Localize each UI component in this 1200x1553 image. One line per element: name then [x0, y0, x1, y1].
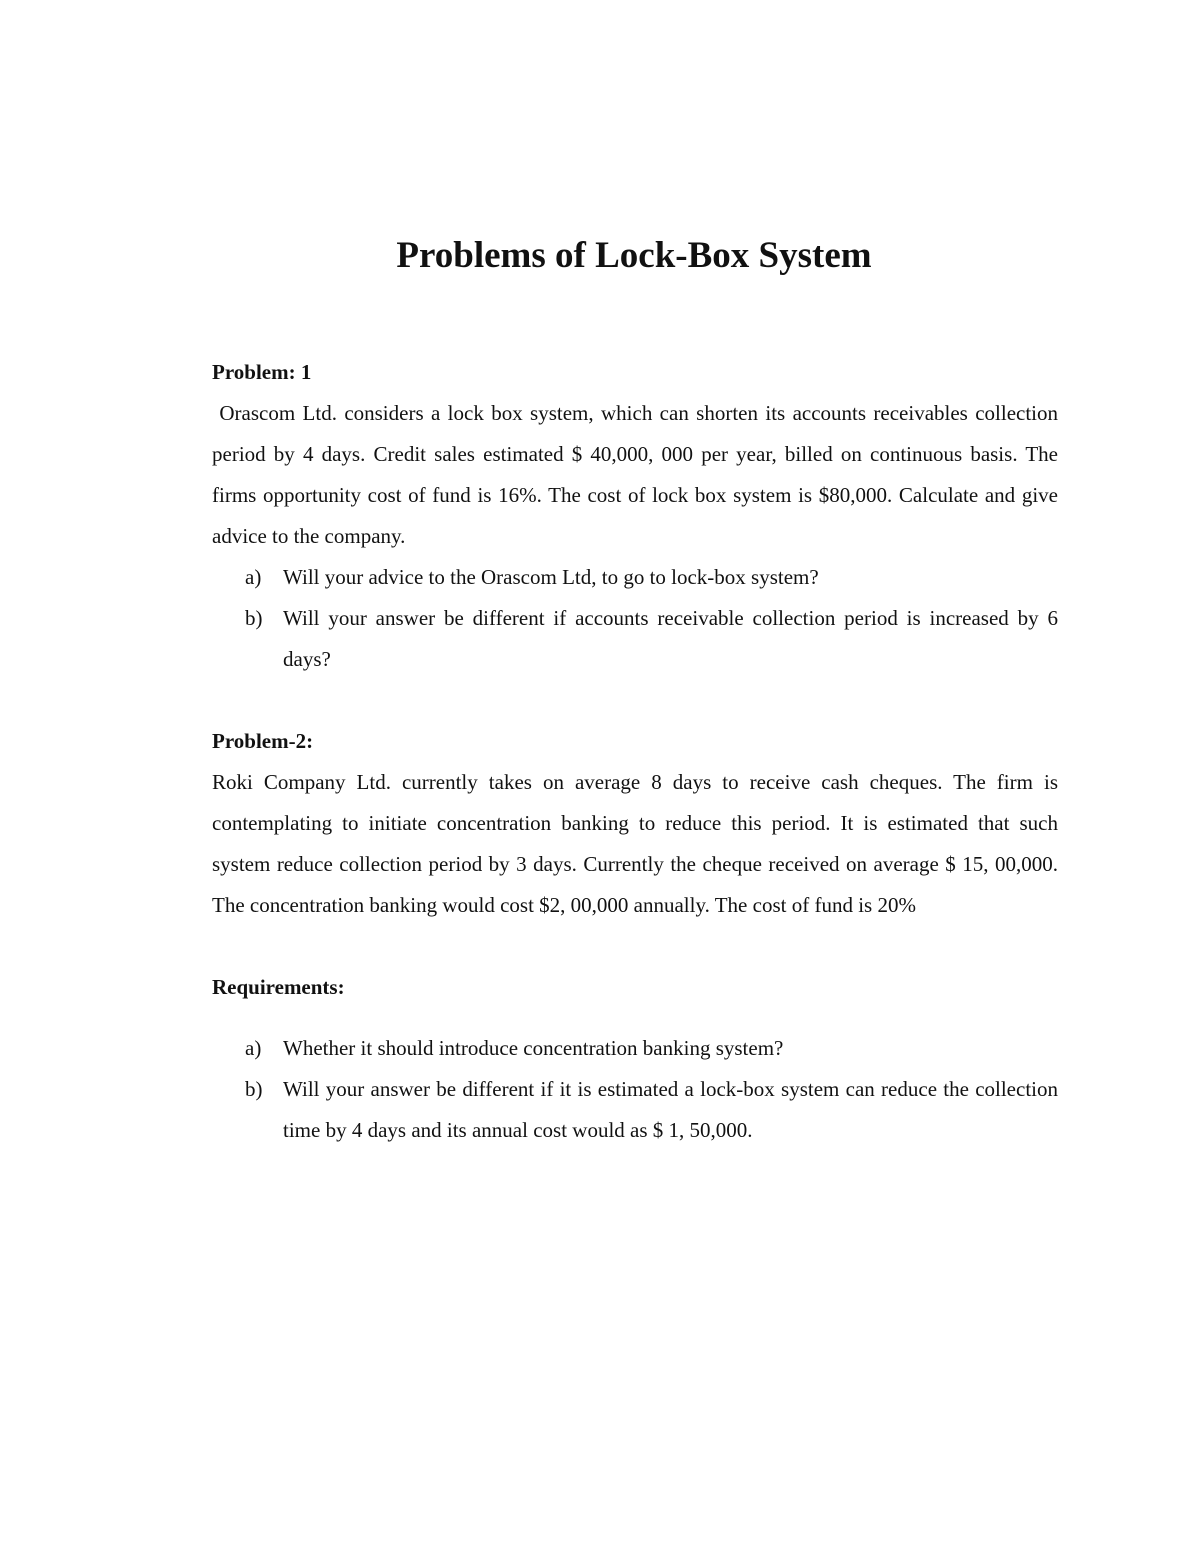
problem-1-paragraph-text: Orascom Ltd. considers a lock box system, which can shorten its accounts receivables collection period by 4 days. Credit sales estimated $ 40,000, 000 per year, billed on continuous basis. The firms opportunity cost of fund is 16%. The cost of lock box system is $80,000. Calculate and give advice to the company. [212, 401, 1059, 548]
problem-1-section [212, 352, 1058, 680]
list-item [212, 598, 1058, 680]
problem-1-question-list [212, 557, 1058, 680]
list-marker: a) [245, 565, 262, 589]
list-item-text: Will your answer be different if accounts receivable collection period is increased by 6 days? [283, 606, 1058, 671]
document-body [212, 352, 1058, 1151]
list-marker: b) [245, 1077, 263, 1101]
list-item-text: Will your advice to the Orascom Ltd, to go to lock-box system? [283, 565, 819, 589]
page-title: Problems of Lock-Box System [396, 235, 872, 276]
problem-2-paragraph: Roki Company Ltd. currently takes on average 8 days to receive cash cheques. The firm is contemplating to initiate concentration banking to reduce this period. It is estimated that such system reduce collection period by 3 days. Currently the cheque received on average $ 15, 00,000. The concentration banking would cost $2, 00,000 annually. The cost of fund is 20% [212, 770, 1058, 917]
list-item [212, 1028, 1058, 1069]
spacer [212, 926, 1058, 967]
requirements-heading: Requirements: [212, 975, 345, 999]
list-item [212, 1069, 1058, 1151]
problem-1-paragraph [212, 393, 1058, 557]
problem-2-section [212, 721, 1058, 926]
spacer [212, 680, 1058, 721]
spacer [212, 1008, 1058, 1028]
requirements-section [212, 967, 1058, 1151]
list-item-text: Whether it should introduce concentration banking system? [283, 1036, 784, 1060]
list-marker: a) [245, 1036, 262, 1060]
list-marker: b) [245, 606, 263, 630]
problem-1-heading: Problem: 1 [212, 360, 312, 384]
requirements-list [212, 1028, 1058, 1151]
problem-2-heading: Problem-2: [212, 729, 314, 753]
list-item [212, 557, 1058, 598]
list-item-text: Will your answer be different if it is estimated a lock-box system can reduce the collection time by 4 days and its annual cost would as $ 1, 50,000. [283, 1077, 1058, 1142]
